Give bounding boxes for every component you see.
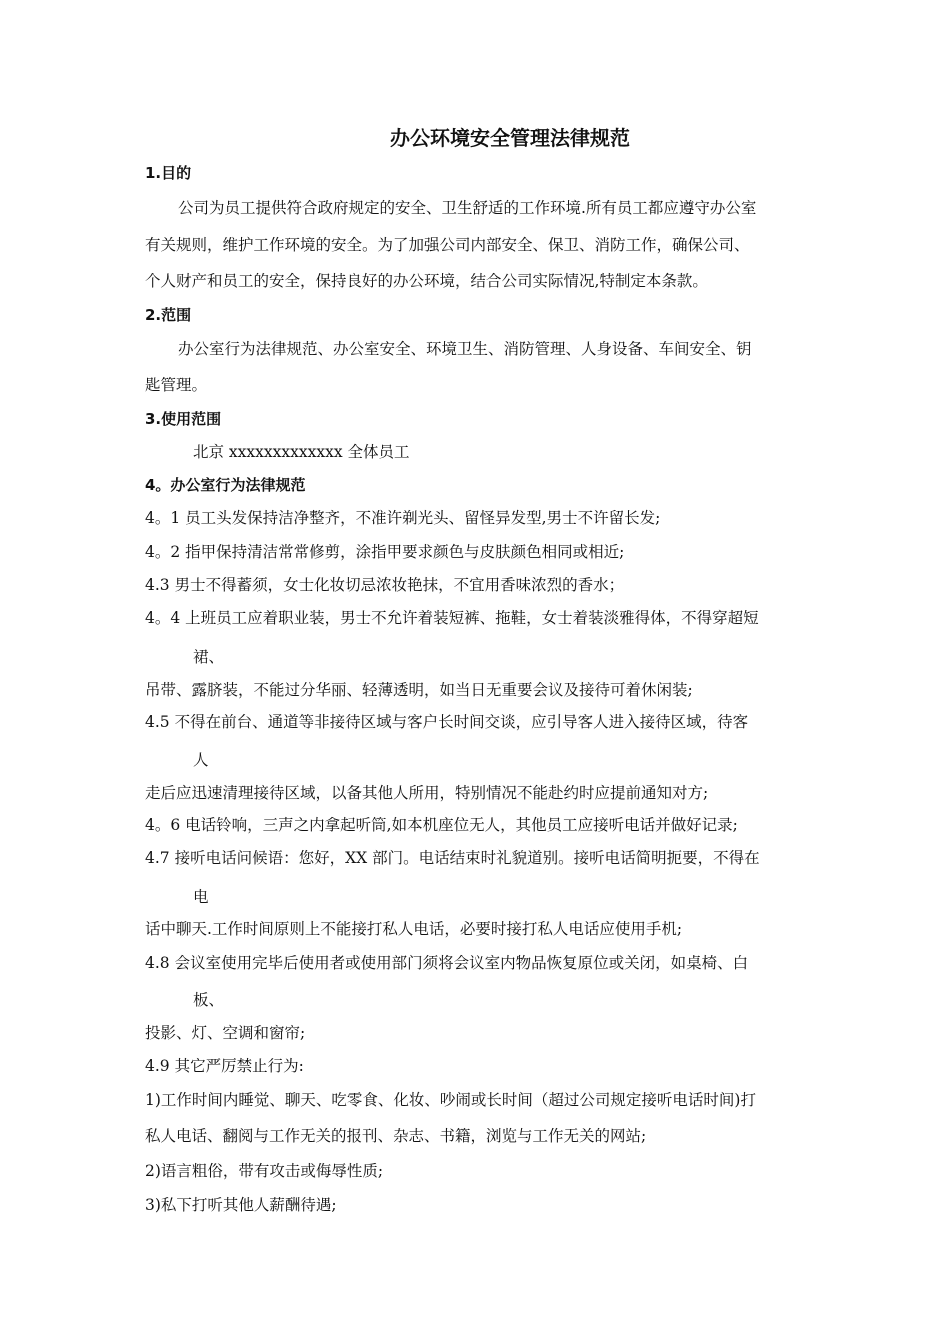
section-1-heading: 1.目的 — [145, 164, 192, 182]
section-1-paragraph-line: 有关规则，维护工作环境的安全。为了加强公司内部安全、保卫、消防工作，确保公司、 — [145, 236, 750, 254]
prohibited-item: 3)私下打听其他人薪酬待遇; — [145, 1196, 337, 1214]
rule-item-continuation: 投影、灯、空调和窗帘; — [145, 1024, 306, 1042]
document-title: 办公环境安全管理法律规范 — [390, 126, 630, 150]
section-3-heading: 3.使用范围 — [145, 410, 222, 428]
section-3-paragraph-line: 北京 xxxxxxxxxxxxx 全体员工 — [193, 443, 410, 461]
rule-item: 4。2 指甲保持清洁常常修剪，涂指甲要求颜色与皮肤颜色相同或相近; — [145, 543, 625, 561]
prohibited-item: 2)语言粗俗，带有攻击或侮辱性质; — [145, 1162, 384, 1180]
section-1-paragraph-line: 公司为员工提供符合政府规定的安全、卫生舒适的工作环境.所有员工都应遵守办公室 — [178, 199, 757, 217]
rule-item: 4。1 员工头发保持洁净整齐，不准许剃光头、留怪异发型,男士不许留长发; — [145, 509, 661, 527]
rule-item: 4。4 上班员工应着职业装，男士不允许着装短裤、拖鞋，女士着装淡雅得体，不得穿超短 — [145, 609, 759, 627]
section-2-paragraph-line: 匙管理。 — [145, 376, 208, 394]
section-4-heading: 4。办公室行为法律规范 — [145, 476, 306, 494]
rule-item-wrap: 板、 — [193, 991, 225, 1009]
rule-item: 4.5 不得在前台、通道等非接待区域与客户长时间交谈，应引导客人进入接待区域，待客 — [145, 713, 749, 731]
prohibited-item: 1)工作时间内睡觉、聊天、吃零食、化妆、吵闹或长时间（超过公司规定接听电话时间)打 — [145, 1091, 756, 1109]
section-2-heading: 2.范围 — [145, 306, 192, 324]
rule-item: 4.3 男士不得蓄须，女士化妆切忌浓妆艳抹，不宜用香味浓烈的香水； — [145, 576, 625, 594]
rule-item-continuation: 话中聊天.工作时间原则上不能接打私人电话，必要时接打私人电话应使用手机; — [145, 920, 683, 938]
prohibited-item-continuation: 私人电话、翻阅与工作无关的报刊、杂志、书籍，浏览与工作无关的网站; — [145, 1127, 647, 1145]
rule-item: 4。6 电话铃响，三声之内拿起听筒,如本机座位无人，其他员工应接听电话并做好记录; — [145, 816, 738, 834]
rule-item-wrap: 裙、 — [193, 648, 225, 666]
section-2-paragraph-line: 办公室行为法律规范、办公室安全、环境卫生、消防管理、人身设备、车间安全、钥 — [178, 340, 752, 358]
rule-item: 4.8 会议室使用完毕后使用者或使用部门须将会议室内物品恢复原位或关闭，如桌椅、白 — [145, 954, 749, 972]
rule-item: 4.9 其它严厉禁止行为: — [145, 1057, 304, 1075]
rule-item-continuation: 走后应迅速清理接待区域，以备其他人所用，特别情况不能赴约时应提前通知对方; — [145, 784, 709, 802]
rule-item-wrap: 电 — [193, 888, 209, 906]
rule-item: 4.7 接听电话问候语：您好，XX 部门。电话结束时礼貌道别。接听电话简明扼要，不得在 — [145, 849, 760, 867]
rule-item-continuation: 吊带、露脐装，不能过分华丽、轻薄透明，如当日无重要会议及接待可着休闲装; — [145, 681, 693, 699]
rule-item-wrap: 人 — [193, 751, 209, 769]
section-1-paragraph-line: 个人财产和员工的安全，保持良好的办公环境，结合公司实际情况,特制定本条款。 — [145, 272, 708, 290]
